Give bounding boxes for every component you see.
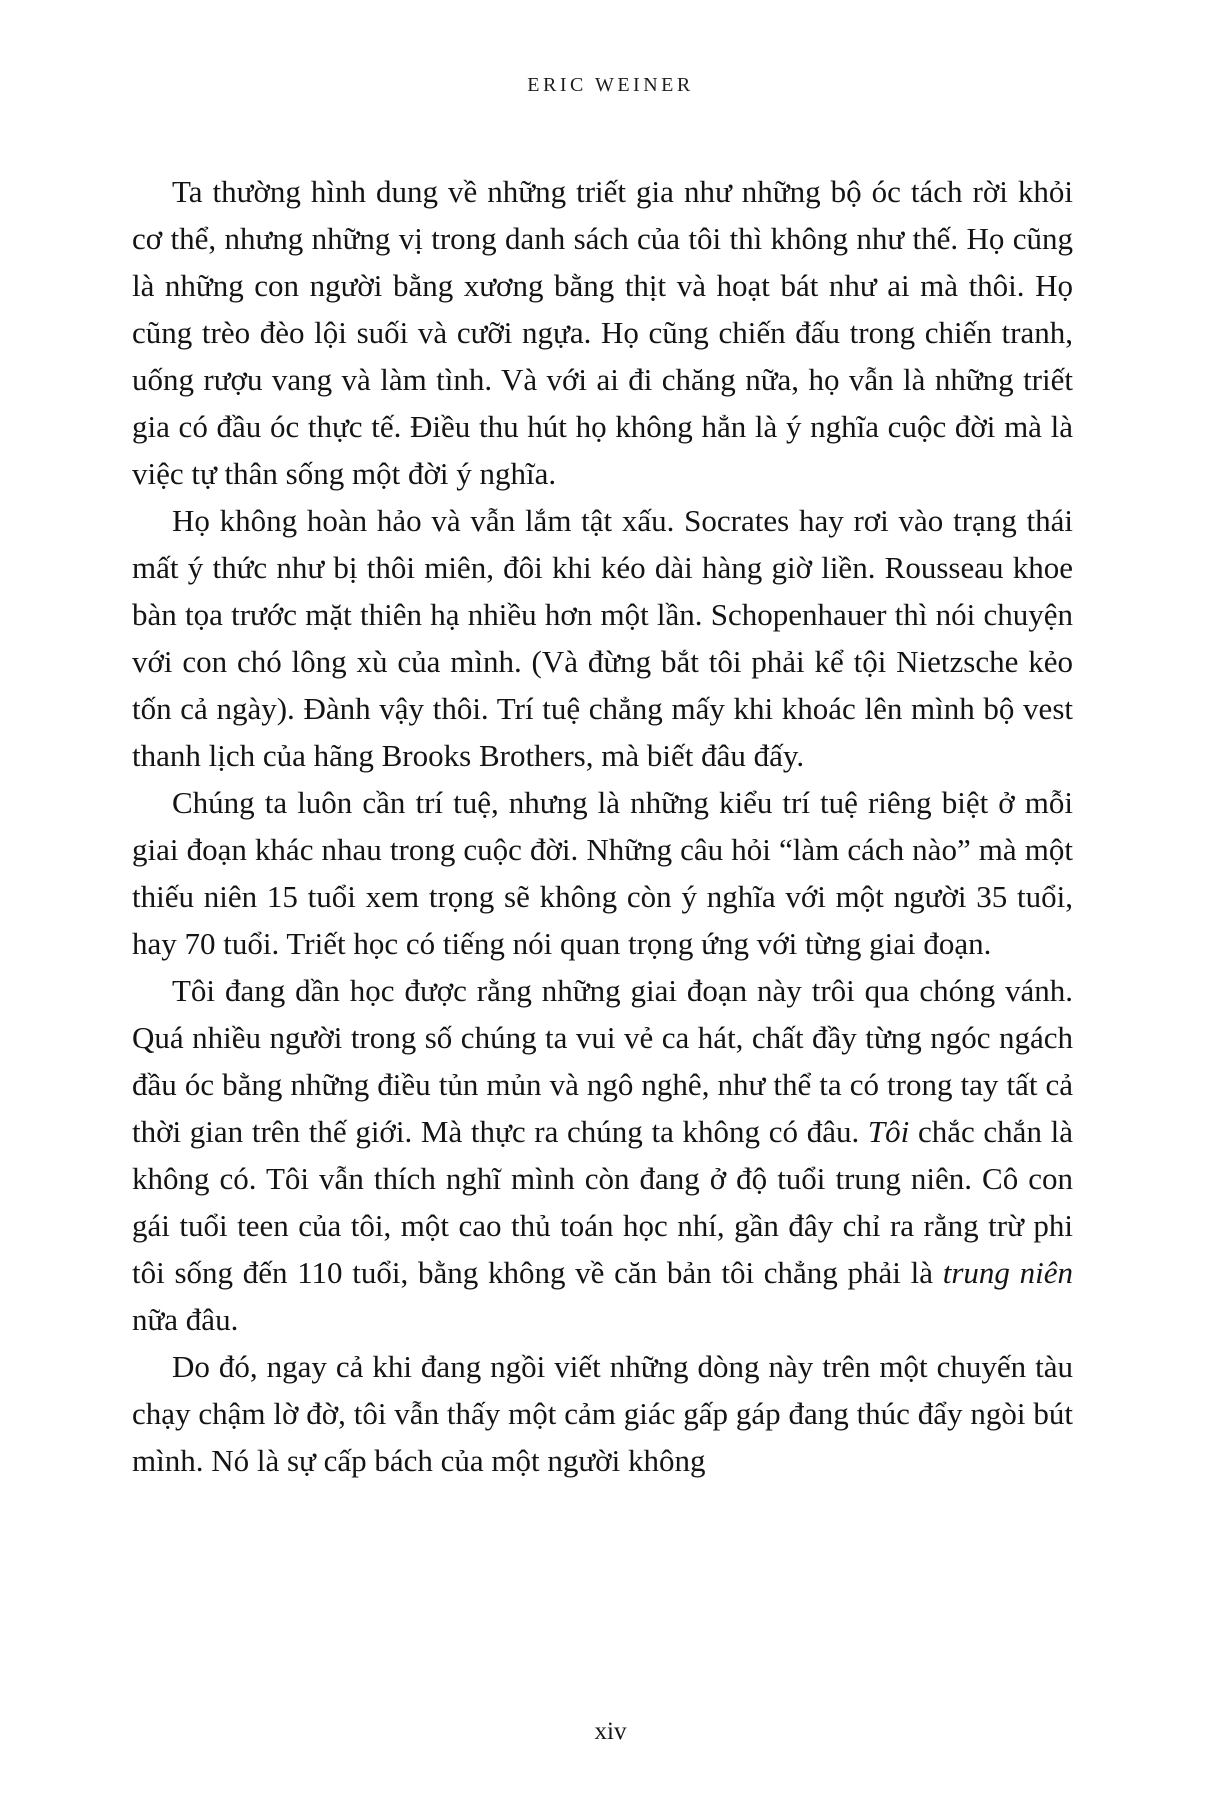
paragraph	[132, 1343, 1073, 1484]
paragraph	[132, 168, 1073, 497]
italic-text-run: trung niên	[942, 1255, 1073, 1290]
italic-text-run: Tôi	[867, 1114, 910, 1149]
paragraph	[132, 967, 1073, 1343]
text-run: chắc chắn là không có. Tôi vẫn thích nghĩ mình còn đang ở độ tuổi trung niên. Cô con gái tuổi teen của tôi, một cao thủ toán học nhí, gần đây chỉ ra rằng trừ phi tôi sống đến 110 tuổi, bằng không về căn bản tôi chẳng phải là	[132, 1114, 1074, 1290]
running-header: ERIC WEINER	[527, 74, 694, 96]
body-text	[132, 168, 1073, 1484]
paragraph	[132, 779, 1073, 967]
paragraph	[132, 497, 1073, 779]
text-run: Ta thường hình dung về những triết gia như những bộ óc tách rời khỏi cơ thể, nhưng những vị trong danh sách của tôi thì không như thế. Họ cũng là những con người bằng xương bằng thịt và hoạt bát như ai mà thôi. Họ cũng trèo đèo lội suối và cưỡi ngựa. Họ cũng chiến đấu trong chiến tranh, uống rượu vang và làm tình. Và với ai đi chăng nữa, họ vẫn là những triết gia có đầu óc thực tế. Điều thu hút họ không hẳn là ý nghĩa cuộc đời mà là việc tự thân sống một đời ý nghĩa.	[132, 174, 1073, 491]
page-number: xiv	[594, 1718, 627, 1745]
text-run: Tôi đang dần học được rằng những giai đoạn này trôi qua chóng vánh. Quá nhiều người trong số chúng ta vui vẻ ca hát, chất đầy từng ngóc ngách đầu óc bằng những điều tủn mủn và ngô nghê, như thể ta có trong tay tất cả thời gian trên thế giới. Mà thực ra chúng ta không có đâu.	[132, 973, 1073, 1149]
text-run: Chúng ta luôn cần trí tuệ, nhưng là những kiểu trí tuệ riêng biệt ở mỗi giai đoạn khác nhau trong cuộc đời. Những câu hỏi “làm cách nào” mà một thiếu niên 15 tuổi xem trọng sẽ không còn ý nghĩa với một người 35 tuổi, hay 70 tuổi. Triết học có tiếng nói quan trọng ứng với từng giai đoạn.	[132, 785, 1073, 961]
text-run: nữa đâu.	[132, 1302, 239, 1337]
text-run: Do đó, ngay cả khi đang ngồi viết những dòng này trên một chuyến tàu chạy chậm lờ đờ, tôi vẫn thấy một cảm giác gấp gáp đang thúc đẩy ngòi bút mình. Nó là sự cấp bách của một người không	[132, 1349, 1073, 1478]
text-run: Họ không hoàn hảo và vẫn lắm tật xấu. Socrates hay rơi vào trạng thái mất ý thức như bị thôi miên, đôi khi kéo dài hàng giờ liền. Rousseau khoe bàn tọa trước mặt thiên hạ nhiều hơn một lần. Schopenhauer thì nói chuyện với con chó lông xù của mình. (Và đừng bắt tôi phải kể tội Nietzsche kẻo tốn cả ngày). Đành vậy thôi. Trí tuệ chẳng mấy khi khoác lên mình bộ vest thanh lịch của hãng Brooks Brothers, mà biết đâu đấy.	[132, 503, 1073, 773]
